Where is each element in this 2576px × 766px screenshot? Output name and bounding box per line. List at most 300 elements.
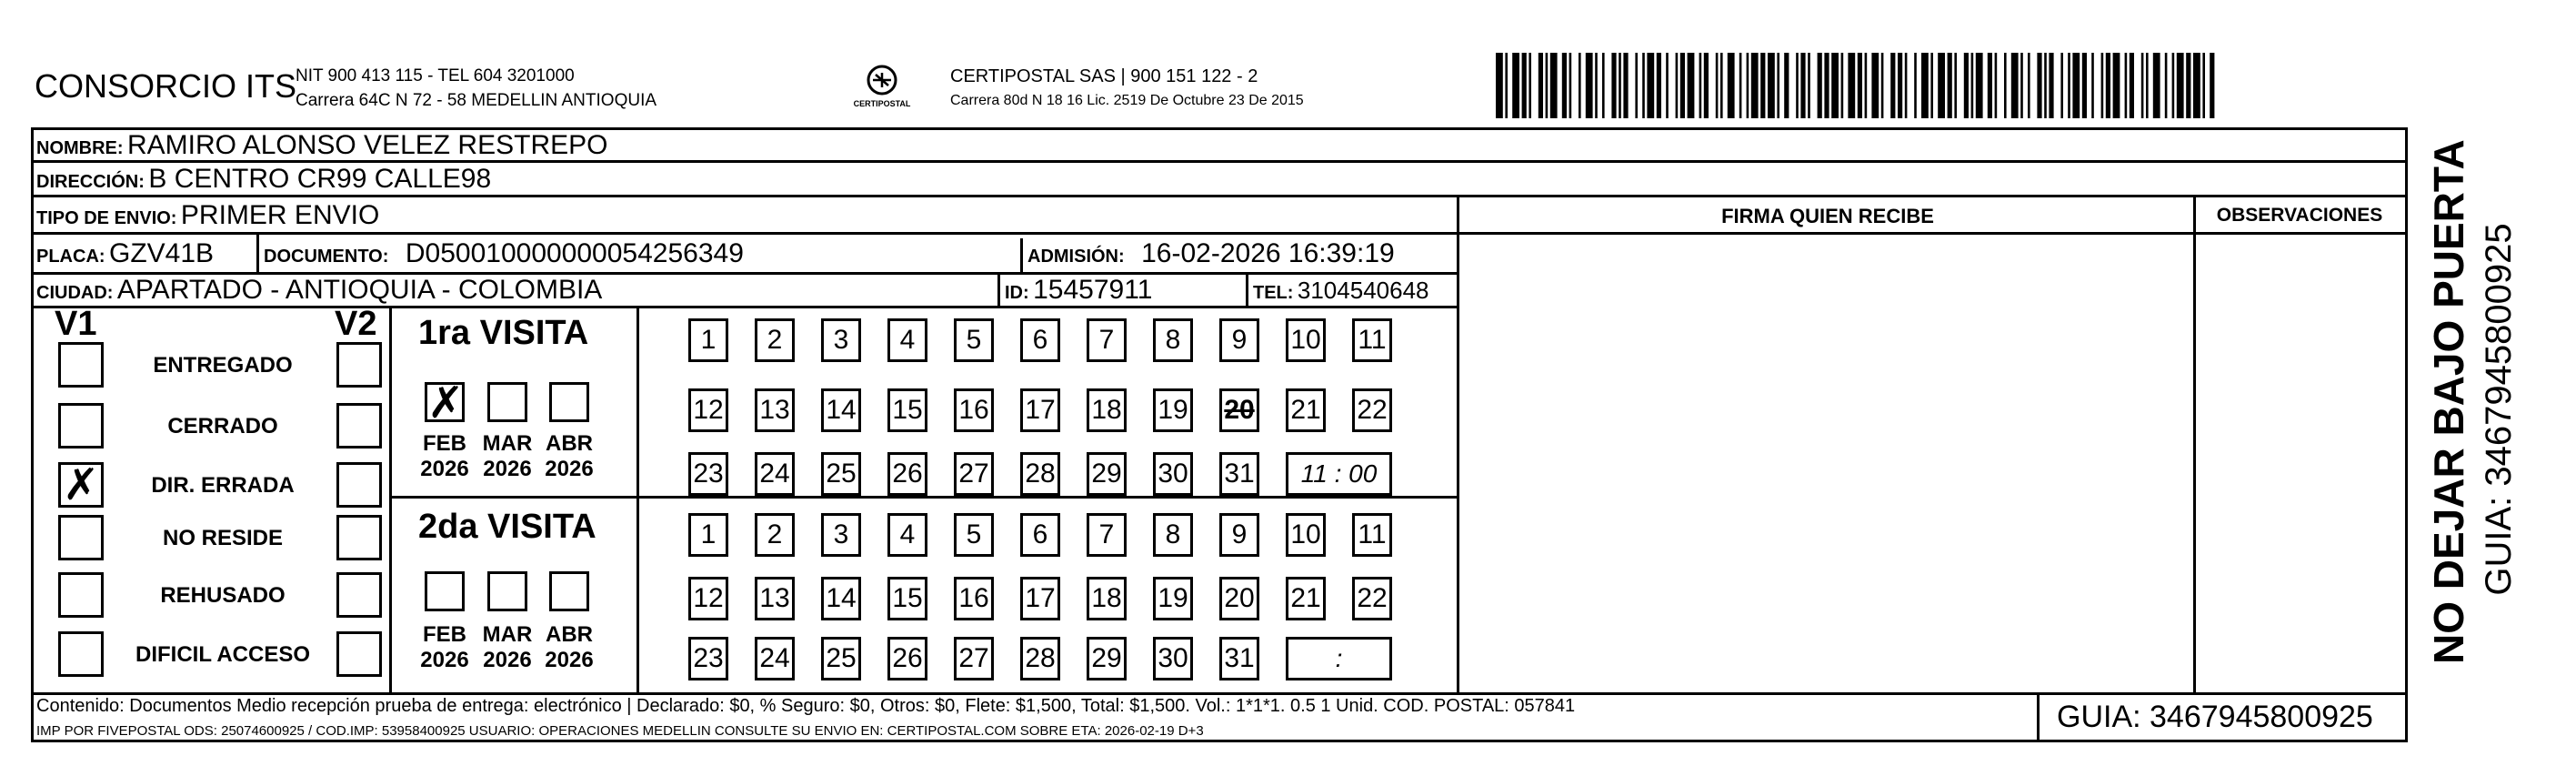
first-visit-day-box[interactable] [1020, 318, 1060, 362]
divider [2037, 692, 2040, 742]
barcode-bar [1642, 53, 1645, 118]
divider [1020, 238, 1023, 272]
day-number: 27 [958, 459, 989, 489]
day-number: 16 [958, 583, 989, 613]
first-visit-day-box[interactable] [1219, 452, 1259, 496]
observaciones-header: OBSERVACIONES [2216, 205, 2383, 226]
first-visit-day-box[interactable] [1352, 318, 1392, 362]
day-number: 29 [1091, 459, 1122, 489]
month-name: MAR [482, 622, 533, 647]
carrier-line1: CERTIPOSTAL SAS | 900 151 122 - 2 [950, 66, 1258, 86]
second-visit-day-box[interactable] [1087, 513, 1127, 557]
first-visit-day-box[interactable] [1153, 318, 1193, 362]
v1-checkbox[interactable] [58, 572, 104, 618]
tel-row [1253, 277, 1429, 305]
barcode-bar [2028, 53, 2030, 118]
day-number: 13 [759, 395, 790, 425]
day-number: 19 [1158, 583, 1188, 613]
admision-value: 16-02-2026 16:39:19 [1141, 238, 1395, 268]
day-number: 11 [1358, 325, 1387, 355]
day-number: 3 [833, 519, 849, 549]
v2-checkbox[interactable] [336, 631, 382, 677]
barcode-bar [1546, 53, 1549, 118]
first-visit-day-box[interactable] [1020, 388, 1060, 432]
barcode-bar [1831, 53, 1839, 118]
day-number: 20 [1224, 395, 1255, 425]
second-visit-day-box[interactable] [1153, 577, 1193, 620]
divider [31, 160, 2408, 163]
divider [1246, 275, 1248, 306]
day-number: 3 [833, 325, 849, 355]
second-visit-day-box[interactable] [887, 577, 927, 620]
divider [31, 232, 2408, 235]
barcode-bar [1728, 53, 1735, 118]
placa-row [36, 238, 214, 269]
second-visit-day-box[interactable] [1286, 577, 1326, 620]
tipo-row [36, 200, 379, 231]
day-number: 2 [767, 325, 783, 355]
barcode-bar [1841, 53, 1844, 118]
contenido-text: Contenido: Documentos Medio recepción prueba de entrega: electrónico | Declarado: $0, % Seguro: $0, Otros: $0, Flete: $1,500, Total: $1,500. Vol.: 1*1*1. 0.5 1 Unid. COD. POSTAL: 057841 [36, 696, 1576, 716]
barcode-bar [2106, 53, 2110, 118]
barcode-bar [1666, 53, 1669, 118]
day-number: 14 [826, 395, 857, 425]
nombre-value: RAMIRO ALONSO VELEZ RESTREPO [127, 130, 608, 160]
second-visit-day-box[interactable] [1352, 577, 1392, 620]
day-number: 8 [1165, 325, 1181, 355]
day-number: 23 [693, 459, 724, 489]
first-visit-day-box[interactable] [688, 452, 728, 496]
day-number: 26 [892, 643, 923, 673]
divider [31, 306, 1459, 308]
first-visit-title: 1ra VISITA [418, 314, 589, 352]
second-visit-day-box[interactable] [1087, 577, 1127, 620]
barcode-bar [1954, 53, 1957, 118]
barcode-bar [2049, 53, 2053, 118]
day-number: 10 [1290, 325, 1321, 355]
barcode-bar [1784, 53, 1789, 118]
barcode-bar [1890, 53, 1895, 118]
day-number: 18 [1091, 395, 1122, 425]
day-number: 2 [767, 519, 783, 549]
day-number: 22 [1357, 395, 1388, 425]
placa-value: GZV41B [109, 238, 215, 268]
month-year: 2026 [483, 457, 532, 481]
barcode-bar [1699, 53, 1702, 118]
second-visit-day-box[interactable] [1020, 513, 1060, 557]
second-visit-day-box[interactable] [1352, 513, 1392, 557]
day-number: 28 [1025, 643, 1056, 673]
day-number: 12 [693, 395, 724, 425]
documento-label: DOCUMENTO: [264, 247, 389, 267]
first-visit-day-box[interactable] [1087, 318, 1127, 362]
second-visit-month-label [542, 622, 596, 673]
first-visit-day-box[interactable] [1020, 452, 1060, 496]
barcode-bar [2101, 53, 2104, 118]
divider [256, 232, 259, 272]
barcode-bar [2210, 53, 2214, 118]
barcode-bar [2130, 53, 2134, 118]
day-number: 19 [1158, 395, 1188, 425]
first-visit-day-box[interactable] [1153, 388, 1193, 432]
first-visit-month-checkbox[interactable] [487, 382, 527, 422]
day-number: 5 [966, 519, 982, 549]
barcode-bar [1824, 53, 1829, 118]
month-name: ABR [546, 431, 593, 456]
barcode-bar [1688, 53, 1695, 118]
divider [31, 195, 2408, 197]
day-number: 30 [1158, 459, 1188, 489]
second-visit-title: 2da VISITA [418, 508, 596, 546]
barcode-bar [1680, 53, 1685, 118]
day-number: 9 [1231, 519, 1248, 549]
barcode-bar [1602, 53, 1605, 118]
barcode-bar [2153, 53, 2160, 118]
second-visit-day-box[interactable] [887, 637, 927, 680]
barcode-bar [2146, 53, 2149, 118]
day-number: 12 [693, 583, 724, 613]
logo-mark-icon [864, 64, 900, 96]
day-number: 14 [826, 583, 857, 613]
side-guia-text: GUIA: 3467945800925 [2479, 223, 2519, 596]
first-visit-day-box[interactable] [887, 388, 927, 432]
divider [389, 496, 1459, 499]
first-visit-time-box[interactable]: 11 : 00 [1286, 452, 1392, 496]
barcode-bar [2186, 53, 2190, 118]
day-number: 30 [1158, 643, 1188, 673]
barcode-bar [1796, 53, 1799, 118]
barcode-bar [1496, 53, 1503, 118]
day-number: 29 [1091, 643, 1122, 673]
day-number: 10 [1290, 519, 1321, 549]
barcode-bar [1647, 53, 1654, 118]
second-visit-day-box[interactable] [1219, 637, 1259, 680]
second-visit-month-checkbox[interactable] [487, 571, 527, 611]
month-year: 2026 [483, 648, 532, 672]
day-number: 24 [759, 643, 790, 673]
barcode-bar [2020, 53, 2023, 118]
day-number: 22 [1357, 583, 1388, 613]
barcode-bar [1921, 53, 1929, 118]
first-visit-day-box[interactable] [821, 318, 861, 362]
barcode-bar [1871, 53, 1879, 118]
direccion-label: DIRECCIÓN: [36, 172, 145, 192]
month-year: 2026 [545, 648, 594, 672]
barcode-bar [1739, 53, 1742, 118]
second-visit-day-box[interactable] [821, 577, 861, 620]
first-visit-day-box[interactable] [1087, 388, 1127, 432]
v2-checkbox[interactable] [336, 403, 382, 449]
day-number: 20 [1224, 583, 1255, 613]
barcode-bar [2068, 53, 2070, 118]
direccion-row [36, 164, 491, 195]
second-visit-day-box[interactable] [887, 513, 927, 557]
barcode-bar [2082, 53, 2087, 118]
second-visit-day-box[interactable] [1219, 577, 1259, 620]
first-visit-day-box[interactable] [954, 318, 994, 362]
first-visit-day-box[interactable] [688, 388, 728, 432]
second-visit-day-box[interactable] [954, 637, 994, 680]
direccion-value: B CENTRO CR99 CALLE98 [148, 164, 492, 194]
v2-checkbox[interactable] [336, 342, 382, 388]
documento-value: D050010000000054256349 [405, 238, 744, 268]
barcode-bar [1657, 53, 1661, 118]
first-visit-day-box[interactable] [1087, 452, 1127, 496]
barcode-bar [1619, 53, 1621, 118]
check-mark-icon: ✗ [63, 459, 100, 510]
admision-label: ADMISIÓN: [1027, 247, 1125, 267]
barcode-bar [2091, 53, 2094, 118]
placa-label: PLACA: [36, 247, 105, 267]
logo-text: CERTIPOSTAL [853, 99, 911, 108]
second-visit-day-box[interactable] [688, 513, 728, 557]
barcode-bar [1595, 53, 1598, 118]
divider [31, 692, 2408, 695]
status-label: REHUSADO [160, 583, 286, 608]
tel-label: TEL: [1253, 283, 1294, 303]
barcode-bar [1760, 53, 1765, 118]
day-number: 1 [700, 325, 717, 355]
day-number: 4 [899, 519, 916, 549]
barcode-bar [1676, 53, 1679, 118]
second-visit-month-checkbox[interactable] [549, 571, 589, 611]
day-number: 6 [1032, 325, 1048, 355]
first-visit-day-box[interactable] [688, 318, 728, 362]
first-visit-day-box[interactable] [1219, 388, 1259, 432]
barcode-bar [2113, 53, 2120, 118]
second-visit-day-box[interactable] [954, 577, 994, 620]
second-visit-day-box[interactable] [755, 513, 795, 557]
v1-checkbox[interactable] [58, 631, 104, 677]
day-number: 1 [700, 519, 717, 549]
no-dejar-text: NO DEJAR BAJO PUERTA [2425, 139, 2472, 664]
divider [389, 306, 392, 692]
month-name: MAR [482, 431, 533, 456]
day-number: 16 [958, 395, 989, 425]
month-name: FEB [423, 431, 466, 456]
second-visit-day-box[interactable] [688, 577, 728, 620]
barcode-bar [2044, 53, 2047, 118]
barcode-bar [1529, 53, 1531, 118]
barcode-bar [1623, 53, 1628, 118]
day-number: 23 [693, 643, 724, 673]
day-number: 5 [966, 325, 982, 355]
second-visit-day-box[interactable] [1020, 577, 1060, 620]
day-number: 21 [1290, 583, 1321, 613]
barcode-bar [2165, 53, 2168, 118]
barcode [1496, 53, 2219, 118]
first-visit-day-box[interactable] [755, 318, 795, 362]
barcode-bar [2141, 53, 2144, 118]
barcode-bar [1865, 53, 1868, 118]
day-number: 13 [759, 583, 790, 613]
first-visit-day-box[interactable] [887, 452, 927, 496]
barcode-bar [1611, 53, 1616, 118]
day-number: 24 [759, 459, 790, 489]
second-visit-day-box[interactable] [755, 637, 795, 680]
check-mark-icon: ✗ [427, 378, 465, 428]
barcode-bar [2060, 53, 2063, 118]
v1-checkbox[interactable] [58, 459, 104, 510]
barcode-bar [2125, 53, 2128, 118]
documento-row [264, 238, 744, 269]
second-visit-time-box[interactable]: : [1286, 637, 1392, 680]
day-number: 7 [1098, 519, 1115, 549]
status-label: ENTREGADO [153, 353, 293, 378]
status-label: NO RESIDE [162, 526, 284, 550]
second-visit-day-box[interactable] [1286, 513, 1326, 557]
second-visit-day-box[interactable] [1153, 513, 1193, 557]
barcode-bar [1930, 53, 1933, 118]
second-visit-day-box[interactable] [1153, 637, 1193, 680]
id-label: ID: [1005, 283, 1029, 303]
barcode-bar [1505, 53, 1508, 118]
v1-checkbox[interactable] [58, 403, 104, 449]
status-label: CERRADO [167, 414, 278, 438]
v1-checkbox[interactable] [58, 515, 104, 560]
admision-row [1027, 238, 1395, 269]
barcode-bar [1704, 53, 1709, 118]
ciudad-value: APARTADO - ANTIOQUIA - COLOMBIA [116, 275, 603, 305]
nombre-label: NOMBRE: [36, 138, 124, 158]
status-label: DIFICIL ACCESO [135, 642, 310, 667]
first-visit-month-label [542, 431, 596, 482]
tipo-value: PRIMER ENVIO [180, 200, 380, 230]
first-visit-day-box[interactable] [1286, 318, 1326, 362]
second-visit-day-box[interactable] [755, 577, 795, 620]
day-number: 28 [1025, 459, 1056, 489]
barcode-bar [1768, 53, 1775, 118]
first-visit-day-box[interactable] [755, 388, 795, 432]
company-line2: Carrera 64C N 72 - 58 MEDELLIN ANTIOQUIA [296, 91, 657, 110]
second-visit-day-box[interactable] [1087, 637, 1127, 680]
barcode-bar [1971, 53, 1974, 118]
v2-checkbox[interactable] [336, 572, 382, 618]
barcode-bar [1948, 53, 1952, 118]
imp-text: IMP POR FIVEPOSTAL ODS: 25074600925 / COD.IMP: 53958400925 USUARIO: OPERACIONES MEDELLIN CONSULTE SU ENVIO EN: CERTIPOSTAL.COM SOBRE ETA: 2026-02-19 D+3 [36, 723, 1204, 739]
first-visit-month-label [480, 431, 535, 482]
first-visit-day-box[interactable] [1219, 318, 1259, 362]
status-label: DIR. ERRADA [151, 473, 295, 498]
divider [2193, 195, 2196, 692]
day-number: 8 [1165, 519, 1181, 549]
barcode-bar [1720, 53, 1723, 118]
first-visit-day-box[interactable] [954, 388, 994, 432]
day-number: 11 [1358, 519, 1387, 549]
second-visit-day-box[interactable] [954, 513, 994, 557]
second-visit-month-label [480, 622, 535, 673]
id-row [1005, 275, 1152, 306]
barcode-bar [1858, 53, 1862, 118]
first-visit-day-box[interactable] [1286, 388, 1326, 432]
day-number: 31 [1224, 459, 1255, 489]
second-visit-day-box[interactable] [1219, 513, 1259, 557]
barcode-bar [2193, 53, 2200, 118]
first-visit-day-box[interactable] [887, 318, 927, 362]
barcode-bar [1522, 53, 1527, 118]
divider [636, 306, 639, 692]
firma-header: FIRMA QUIEN RECIBE [1721, 205, 1934, 227]
day-number: 31 [1224, 643, 1255, 673]
barcode-bar [1562, 53, 1567, 118]
first-visit-day-box[interactable] [1352, 388, 1392, 432]
barcode-bar [1579, 53, 1581, 118]
month-name: ABR [546, 622, 593, 647]
barcode-bar [1914, 53, 1917, 118]
barcode-bar [1818, 53, 1822, 118]
month-year: 2026 [420, 648, 469, 672]
day-number: 17 [1025, 395, 1056, 425]
first-visit-day-box[interactable] [1153, 452, 1193, 496]
first-visit-month-checkbox[interactable] [549, 382, 589, 422]
first-visit-day-box[interactable] [821, 388, 861, 432]
company-name: CONSORCIO ITS [35, 67, 297, 105]
second-visit-day-box[interactable] [821, 513, 861, 557]
second-visit-day-box[interactable] [1020, 637, 1060, 680]
barcode-bar [2037, 53, 2041, 118]
side-vertical-text [2419, 139, 2555, 664]
month-year: 2026 [545, 457, 594, 481]
first-visit-month-checkbox[interactable] [425, 378, 465, 428]
barcode-bar [1964, 53, 1969, 118]
barcode-bar [1800, 53, 1805, 118]
day-number: 21 [1290, 395, 1321, 425]
carrier-line2: Carrera 80d N 18 16 Lic. 2519 De Octubre 23 De 2015 [950, 93, 1304, 108]
id-value: 15457911 [1033, 275, 1153, 305]
ciudad-label: CIUDAD: [36, 283, 114, 303]
v1-checkbox[interactable] [58, 342, 104, 388]
tipo-label: TIPO DE ENVIO: [36, 208, 177, 228]
first-visit-day-box[interactable] [954, 452, 994, 496]
barcode-bar [1881, 53, 1884, 118]
barcode-bar [1539, 53, 1543, 118]
tel-value: 3104540648 [1297, 277, 1429, 304]
day-number: 17 [1025, 583, 1056, 613]
v1-header: V1 [55, 305, 97, 343]
month-name: FEB [423, 622, 466, 647]
first-visit-day-box[interactable] [821, 452, 861, 496]
day-number: 18 [1091, 583, 1122, 613]
second-visit-day-box[interactable] [688, 637, 728, 680]
barcode-bar [1988, 53, 1992, 118]
barcode-bar [1586, 53, 1593, 118]
ciudad-row [36, 275, 602, 306]
divider [997, 275, 1000, 306]
barcode-bar [1512, 53, 1519, 118]
day-number: 6 [1032, 519, 1048, 549]
v2-checkbox[interactable] [336, 515, 382, 560]
barcode-bar [2172, 53, 2175, 118]
nombre-row [36, 130, 607, 161]
second-visit-month-label [417, 622, 472, 673]
barcode-bar [1938, 53, 1945, 118]
first-visit-day-box[interactable] [755, 452, 795, 496]
day-number: 27 [958, 643, 989, 673]
barcode-bar [1635, 53, 1638, 118]
barcode-bar [1751, 53, 1759, 118]
first-visit-month-label [417, 431, 472, 482]
second-visit-month-checkbox[interactable] [425, 571, 465, 611]
divider [1457, 195, 1459, 692]
day-number: 15 [892, 583, 923, 613]
barcode-bar [2202, 53, 2205, 118]
barcode-bar [1898, 53, 1902, 118]
barcode-bar [1569, 53, 1572, 118]
day-number: 25 [826, 459, 857, 489]
company-line1: NIT 900 413 115 - TEL 604 3201000 [296, 66, 575, 86]
second-visit-day-box[interactable] [821, 637, 861, 680]
v2-checkbox[interactable] [336, 462, 382, 508]
